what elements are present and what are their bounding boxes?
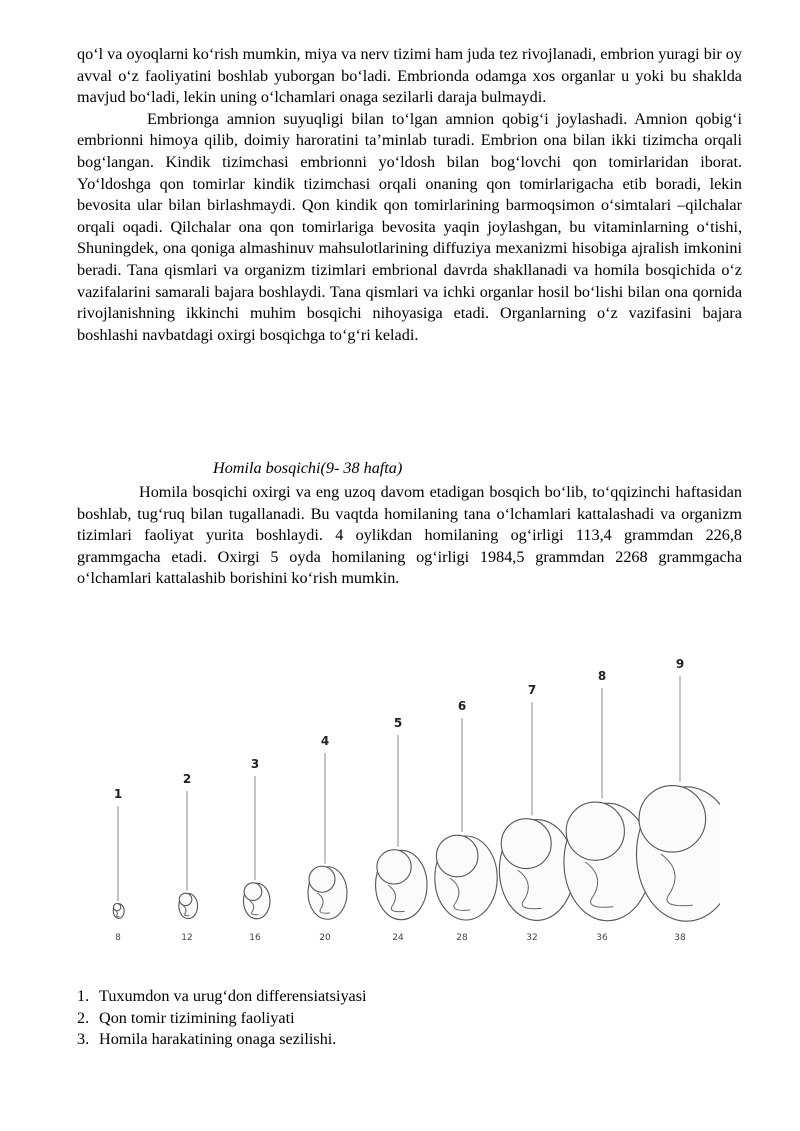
stage-number: 9 [675, 657, 685, 671]
fetus-head [377, 850, 411, 884]
stage-number: 3 [250, 757, 260, 771]
paragraph: Homila bosqichi oxirgi va eng uzoq davom etadigan bosqich bo‘lib, to‘qqizinchi haftasidan boshlab, tug‘ruq bilan tugallanadi. Bu vaqtda homilaning tana o‘lchamlari kattalashadi va organizm tizimlari faoliyat yurita boshlaydi. 4 oylikdan homilaning og‘irligi 113,4 grammdan 226,8 grammgacha etadi. Oxirgi 5 oyda homilaning og‘irligi 1984,5 grammdan 2268 grammgacha o‘lchamlari kattalashib borishini ko‘rish mumkin. [77, 483, 742, 588]
list-number: 2. [77, 1008, 90, 1027]
stage-number: 1 [113, 787, 123, 801]
fetus-stage [499, 683, 574, 943]
fetus-head [309, 866, 335, 892]
fetus-head [114, 904, 121, 911]
fetus-stage [564, 669, 651, 943]
list-number: 3. [77, 1030, 90, 1049]
fetus-head [244, 883, 262, 901]
fetus-head [501, 819, 551, 869]
numbered-list [77, 986, 367, 1051]
stage-number: 6 [457, 699, 467, 713]
fetus-stage [113, 787, 124, 943]
week-label: 28 [456, 933, 468, 943]
fetus-head [179, 893, 191, 905]
body-text-bottom [77, 482, 742, 590]
stage-number: 2 [182, 772, 192, 786]
list-item [77, 986, 367, 1008]
list-text: Homila harakatining onaga sezilishi. [99, 1030, 337, 1049]
week-label: 24 [392, 933, 404, 943]
fetus-stage [376, 716, 427, 943]
stage-number: 8 [597, 669, 607, 683]
fetus-stage [636, 657, 720, 943]
body-text-top [77, 44, 742, 346]
week-label: 12 [181, 933, 193, 943]
week-label: 16 [249, 933, 261, 943]
week-label: 36 [596, 933, 608, 943]
stage-number: 4 [320, 734, 330, 748]
week-label: 20 [319, 933, 331, 943]
week-label: 8 [115, 933, 121, 943]
week-label: 32 [526, 933, 538, 943]
list-item [77, 1029, 367, 1051]
fetus-head [639, 786, 706, 853]
fetal-stages-illustration [100, 650, 720, 950]
week-label: 38 [674, 933, 686, 943]
fetus-stage [243, 757, 270, 943]
section-heading: Homila bosqichi(9- 38 hafta) [213, 459, 403, 477]
stage-number: 5 [393, 716, 403, 730]
paragraph: qo‘l va oyoqlarni ko‘rish mumkin, miya va nerv tizimi ham juda tez rivojlanadi, embrion yuragi bir oy avval o‘z faoliyatini boshlab yuborgan bo‘ladi. Embrionda odamga xos organlar u yoki bu shaklda mavjud bo‘ladi, lekin uning o‘lchamlari onaga sezilarli daraja bulmaydi. [77, 45, 742, 107]
fetus-stage [308, 734, 347, 943]
list-text: Qon tomir tizimining faoliyati [99, 1008, 295, 1027]
list-text: Tuxumdon va urug‘don differensiatsiyasi [99, 987, 367, 1005]
fetus-head [566, 802, 624, 860]
fetus-stage [435, 699, 497, 943]
fetus-head [436, 835, 478, 877]
stage-number: 7 [527, 683, 537, 697]
list-item [77, 1008, 367, 1030]
list-number: 1. [77, 987, 90, 1005]
paragraph: Embrionga amnion suyuqligi bilan to‘lgan amnion qobig‘i joylashadi. Amnion qobig‘i embrionni himoya qilib, doimiy haroratini ta’minlab turadi. Embrion ona bilan ikki tizimcha orqali bog‘langan. Kindik tizimchasi embrionni yo‘ldosh bilan bog‘lovchi qon tomirlaridan iborat. Yo‘ldoshga qon tomirlar kindik tizimchasi orqali onaning qon tomirlarigacha etib boradi, lekin bevosita ular bilan birlashmaydi. Qon kindik qon tomirlarining barmoqsimon o‘simtalari –qilchalar orqali oqadi. Qilchalar ona qon tomirlariga bevosita yaqin joylashgan, bu vitaminlarning o‘tishi, Shuningdek, ona qoniga almashinuv mahsulotlarining diffuziya mexanizmi hisobiga ajralish imkonini beradi. Tana qismlari va organizm tizimlari embrional davrda shakllanadi va homila bosqichida o‘z vazifalarini samarali bajara boshlaydi. Tana qismlari va ichki organlar hosil bo‘lishi bilan ona qornida rivojlanishning ikkinchi muhim bosqichi nihoyasiga etadi. Organlarning o‘z vazifasini bajara boshlashi navbatdagi oxirgi bosqichga to‘g‘ri keladi. [77, 109, 742, 344]
fetus-stage [179, 772, 198, 943]
fetal-development-figure [100, 650, 720, 950]
